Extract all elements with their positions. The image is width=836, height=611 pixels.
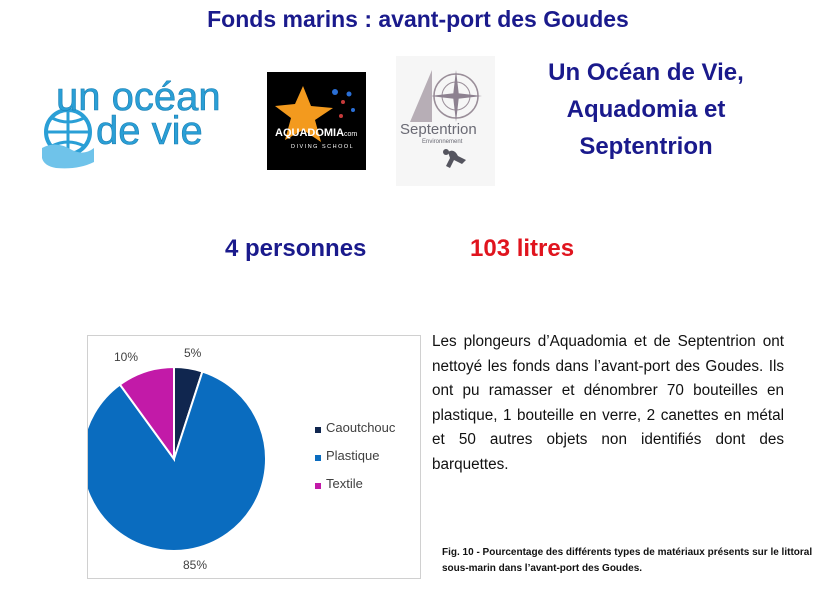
figure-caption: Fig. 10 - Pourcentage des différents types de matériaux présents sur le littoral sous-marin dans l’avant-port des Goudes.: [442, 547, 813, 574]
ocean-logo-line2: de vie: [96, 109, 203, 153]
pie-label-plastique: 85%: [183, 558, 208, 572]
legend-caoutchouc: Caoutchouc: [326, 420, 396, 435]
litres-count: 103 litres: [470, 235, 575, 262]
aquadomia-suffix: .com: [342, 131, 358, 138]
ocean-logo-line1: un océan: [56, 75, 221, 119]
septentrion-logo: [396, 56, 495, 186]
persons-count: 4 personnes: [225, 235, 367, 262]
partners-line-3: Septentrion: [579, 133, 713, 160]
pie-chart: [87, 335, 421, 579]
legend-plastique: Plastique: [326, 448, 380, 463]
partners-line-1: Un Océan de Vie,: [548, 59, 744, 86]
legend-swatch-plastique: [315, 455, 321, 461]
septentrion-sub: Environnement: [422, 139, 463, 145]
ocean-de-vie-logo: [38, 70, 238, 174]
partners-line-2: Aquadomia et: [566, 96, 726, 123]
legend-swatch-textile: [315, 483, 321, 489]
page-title: Fonds marins : avant-port des Goudes: [207, 6, 629, 32]
aquadomia-sub: DIVING SCHOOL: [291, 144, 355, 150]
body-paragraph: Les plongeurs d’Aquadomia et de Septentrion ont nettoyé les fonds dans l’avant-port des Goudes. Ils ont pu ramasser et dénombrer 70 bouteilles en plastique, 1 bouteille en verre, 2 canettes en métal et 50 autres objets non identifiés dont des barquettes.: [432, 333, 784, 473]
septentrion-name: Septentrion: [400, 121, 477, 138]
aquadomia-logo: [267, 72, 366, 170]
legend-swatch-caoutchouc: [315, 427, 321, 433]
partners-heading: [520, 54, 772, 165]
legend-textile: Textile: [326, 476, 363, 491]
pie-label-textile: 10%: [114, 350, 139, 364]
aquadomia-name: AQUADOMIA: [275, 127, 345, 139]
pie-label-caoutchouc: 5%: [184, 346, 202, 360]
